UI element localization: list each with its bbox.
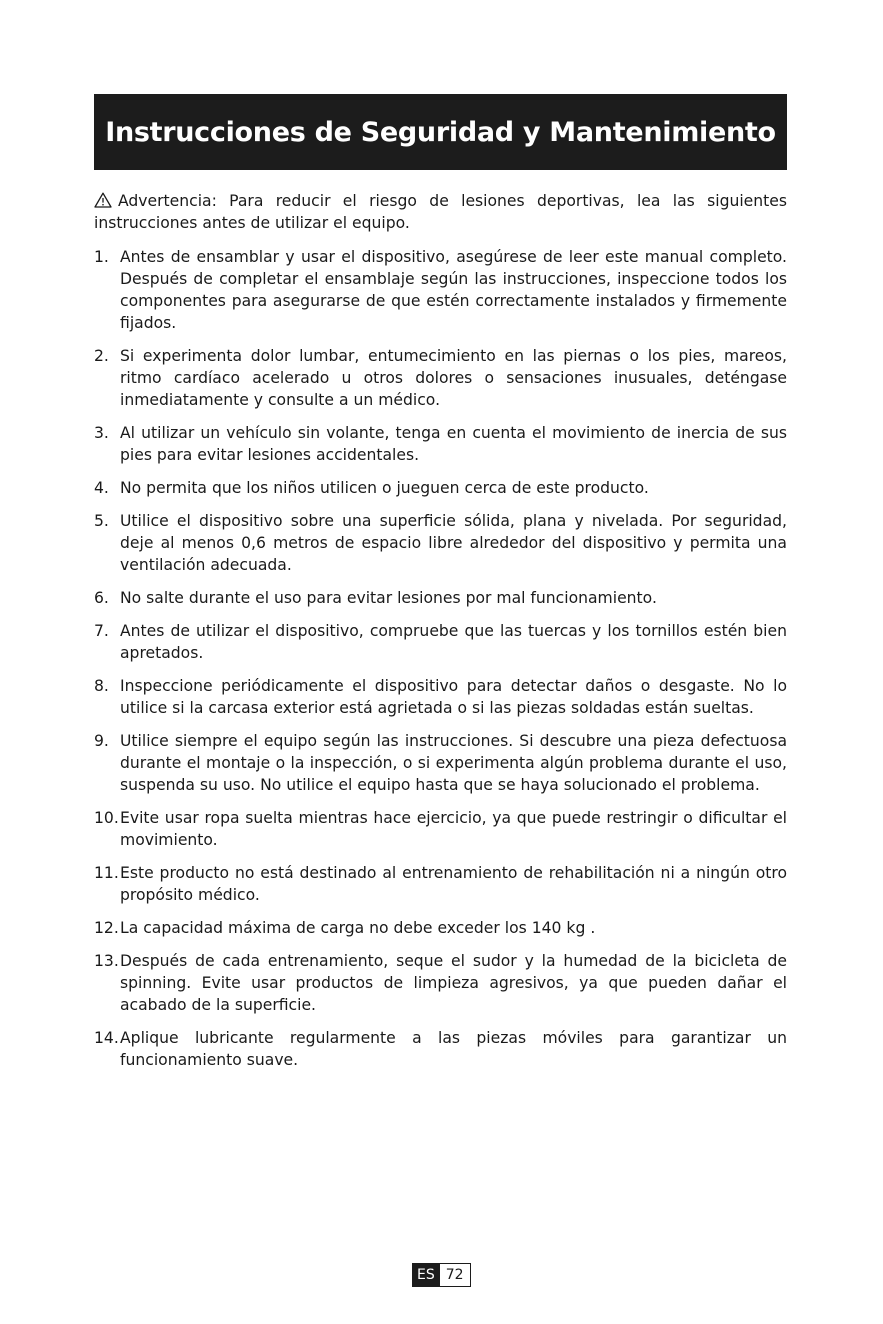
page-title: Instrucciones de Seguridad y Mantenimiento xyxy=(105,116,776,148)
item-text: La capacidad máxima de carga no debe exceder los 140 kg . xyxy=(120,919,596,937)
item-text: No salte durante el uso para evitar lesiones por mal funcionamiento. xyxy=(120,589,657,607)
item-number: 12. xyxy=(94,919,119,937)
list-item xyxy=(94,917,787,939)
item-text: Inspeccione periódicamente el dispositivo para detectar daños o desgaste. No lo utilice si la carcasa exterior está agrietada o si las piezas soldadas están sueltas. xyxy=(120,677,787,717)
title-banner xyxy=(94,94,787,170)
item-text: Evite usar ropa suelta mientras hace ejercicio, ya que puede restringir o dificultar el movimiento. xyxy=(120,809,787,849)
warning-paragraph xyxy=(94,190,787,234)
item-text: Utilice siempre el equipo según las instrucciones. Si descubre una pieza defectuosa durante el montaje o la inspección, o si experimenta algún problema durante el uso, suspenda su uso. No utilice el equipo hasta que se haya solucionado el problema. xyxy=(120,732,787,794)
item-text: Utilice el dispositivo sobre una superficie sólida, plana y nivelada. Por seguridad, deje al menos 0,6 metros de espacio libre alrededor del dispositivo y permita una ventilación adecuada. xyxy=(120,512,787,574)
item-number: 6. xyxy=(94,589,109,607)
item-text: Si experimenta dolor lumbar, entumecimiento en las piernas o los pies, mareos, ritmo cardíaco acelerado u otros dolores o sensaciones inusuales, deténgase inmediatamente y consulte a un médico. xyxy=(120,347,787,409)
item-text: Antes de utilizar el dispositivo, compruebe que las tuercas y los tornillos estén bien apretados. xyxy=(120,622,787,662)
item-number: 1. xyxy=(94,248,109,266)
item-number: 14. xyxy=(94,1029,119,1047)
item-number: 13. xyxy=(94,952,119,970)
item-number: 11. xyxy=(94,864,119,882)
item-text: No permita que los niños utilicen o jueguen cerca de este producto. xyxy=(120,479,649,497)
list-item xyxy=(94,950,787,1016)
list-item xyxy=(94,510,787,576)
warning-triangle-icon xyxy=(94,192,112,208)
item-text: Este producto no está destinado al entrenamiento de rehabilitación ni a ningún otro propósito médico. xyxy=(120,864,787,904)
instruction-list xyxy=(94,246,787,1071)
list-item xyxy=(94,862,787,906)
language-badge: ES xyxy=(412,1263,440,1287)
item-number: 5. xyxy=(94,512,109,530)
item-text: Después de cada entrenamiento, seque el sudor y la humedad de la bicicleta de spinning. Evite usar productos de limpieza agresivos, ya que pueden dañar el acabado de la superficie. xyxy=(120,952,787,1014)
list-item xyxy=(94,620,787,664)
item-number: 7. xyxy=(94,622,109,640)
list-item xyxy=(94,422,787,466)
list-item xyxy=(94,246,787,334)
warning-text: Advertencia: Para reducir el riesgo de lesiones deportivas, lea las siguientes instrucciones antes de utilizar el equipo. xyxy=(94,192,787,232)
page-footer-tag xyxy=(412,1263,471,1287)
item-text: Antes de ensamblar y usar el dispositivo, asegúrese de leer este manual completo. Después de completar el ensamblaje según las instrucciones, inspeccione todos los componentes para asegurarse de que estén correctamente instalados y firmemente fijados. xyxy=(120,248,787,332)
item-number: 10. xyxy=(94,809,119,827)
page-number: 72 xyxy=(440,1263,471,1287)
list-item xyxy=(94,807,787,851)
list-item xyxy=(94,587,787,609)
item-number: 2. xyxy=(94,347,109,365)
item-number: 4. xyxy=(94,479,109,497)
item-number: 8. xyxy=(94,677,109,695)
list-item xyxy=(94,345,787,411)
item-text: Al utilizar un vehículo sin volante, tenga en cuenta el movimiento de inercia de sus pies para evitar lesiones accidentales. xyxy=(120,424,787,464)
page-content xyxy=(94,190,787,1082)
item-number: 9. xyxy=(94,732,109,750)
list-item xyxy=(94,477,787,499)
list-item xyxy=(94,1027,787,1071)
item-number: 3. xyxy=(94,424,109,442)
item-text: Aplique lubricante regularmente a las piezas móviles para garantizar un funcionamiento suave. xyxy=(120,1029,787,1069)
list-item xyxy=(94,730,787,796)
list-item xyxy=(94,675,787,719)
